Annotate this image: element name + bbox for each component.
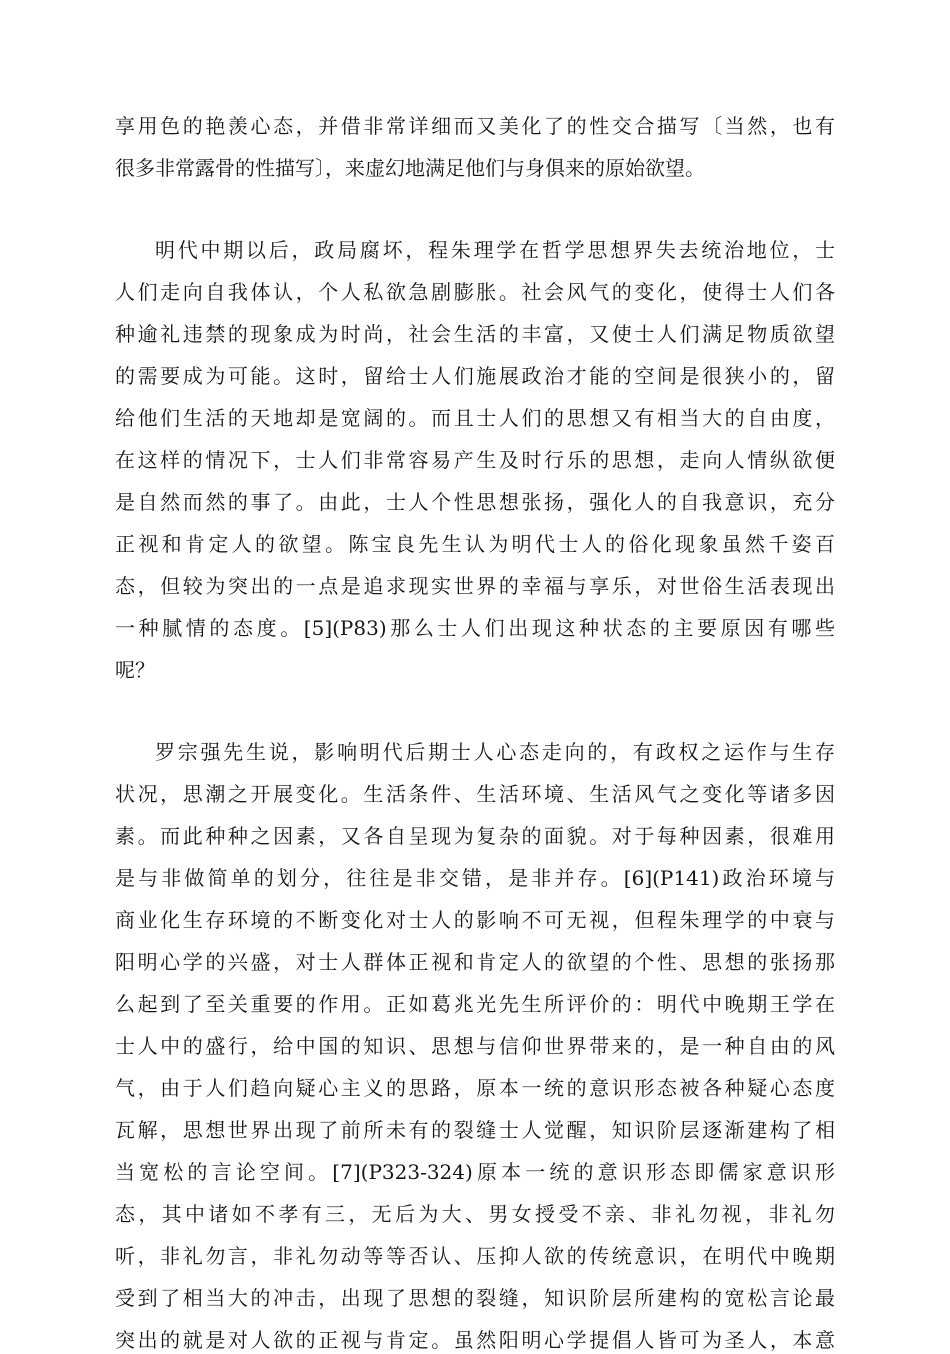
text-line: 听，非礼勿言，非礼勿动等等否认、压抑人欲的传统意识，在明代中晚期: [115, 1244, 835, 1268]
text-line: 的需要成为可能。这时，留给士人们施展政治才能的空间是很狭小的，留: [115, 364, 835, 388]
text-line: 么起到了至关重要的作用。正如葛兆光先生所评价的：明代中晚期王学在: [115, 992, 835, 1016]
text-line: 瓦解，思想世界出现了前所未有的裂缝士人觉醒，知识阶层逐渐建构了相: [115, 1118, 835, 1142]
text-line: 士人中的盛行，给中国的知识、思想与信仰世界带来的，是一种自由的风: [115, 1034, 835, 1058]
text-line: 气，由于人们趋向疑心主义的思路，原本一统的意识形态被各种疑心态度: [115, 1076, 835, 1100]
text-line: 是自然而然的事了。由此，士人个性思想张扬，强化人的自我意识，充分: [115, 490, 835, 514]
text-line: 人们走向自我体认，个人私欲急剧膨胀。社会风气的变化，使得士人们各: [115, 280, 835, 304]
text-line: 当宽松的言论空间。[7](P323-324)原本一统的意识形态即儒家意识形: [115, 1160, 835, 1184]
text-line: 呢？: [115, 658, 155, 682]
text-line: 一种腻情的态度。[5](P83)那么士人们出现这种状态的主要原因有哪些: [115, 616, 835, 640]
text-line: 很多非常露骨的性描写〕，来虚幻地满足他们与身俱来的原始欲望。: [115, 156, 705, 180]
text-line: 是与非做简单的划分，往往是非交错，是非并存。[6](P141)政治环境与: [115, 866, 835, 890]
text-line: 正视和肯定人的欲望。陈宝良先生认为明代士人的俗化现象虽然千姿百: [115, 532, 835, 556]
text-line: 突出的就是对人欲的正视与肯定。虽然阳明心学提倡人皆可为圣人，本意: [115, 1328, 835, 1352]
text-line: 受到了相当大的冲击，出现了思想的裂缝，知识阶层所建构的宽松言论最: [115, 1286, 835, 1310]
text-line: 状况，思潮之开展变化。生活条件、生活环境、生活风气之变化等诸多因: [115, 782, 835, 806]
text-line: 在这样的情况下，士人们非常容易产生及时行乐的思想，走向人情纵欲便: [115, 448, 835, 472]
text-line: 明代中期以后，政局腐坏，程朱理学在哲学思想界失去统治地位，士: [155, 238, 835, 262]
text-line: 素。而此种种之因素，又各自呈现为复杂的面貌。对于每种因素，很难用: [115, 824, 835, 848]
text-line: 商业化生存环境的不断变化对士人的影响不可无视，但程朱理学的中衰与: [115, 908, 835, 932]
text-line: 态，其中诸如不孝有三，无后为大、男女授受不亲、非礼勿视，非礼勿: [115, 1202, 835, 1226]
text-line: 态，但较为突出的一点是追求现实世界的幸福与享乐，对世俗生活表现出: [115, 574, 835, 598]
text-line: 种逾礼违禁的现象成为时尚，社会生活的丰富，又使士人们满足物质欲望: [115, 322, 835, 346]
text-line: 给他们生活的天地却是宽阔的。而且士人们的思想又有相当大的自由度，: [115, 406, 835, 430]
text-line: 罗宗强先生说，影响明代后期士人心态走向的，有政权之运作与生存: [155, 740, 835, 764]
text-line: 阳明心学的兴盛，对士人群体正视和肯定人的欲望的个性、思想的张扬那: [115, 950, 835, 974]
text-line: 享用色的艳羡心态，并借非常详细而又美化了的性交合描写〔当然，也有: [115, 114, 835, 138]
